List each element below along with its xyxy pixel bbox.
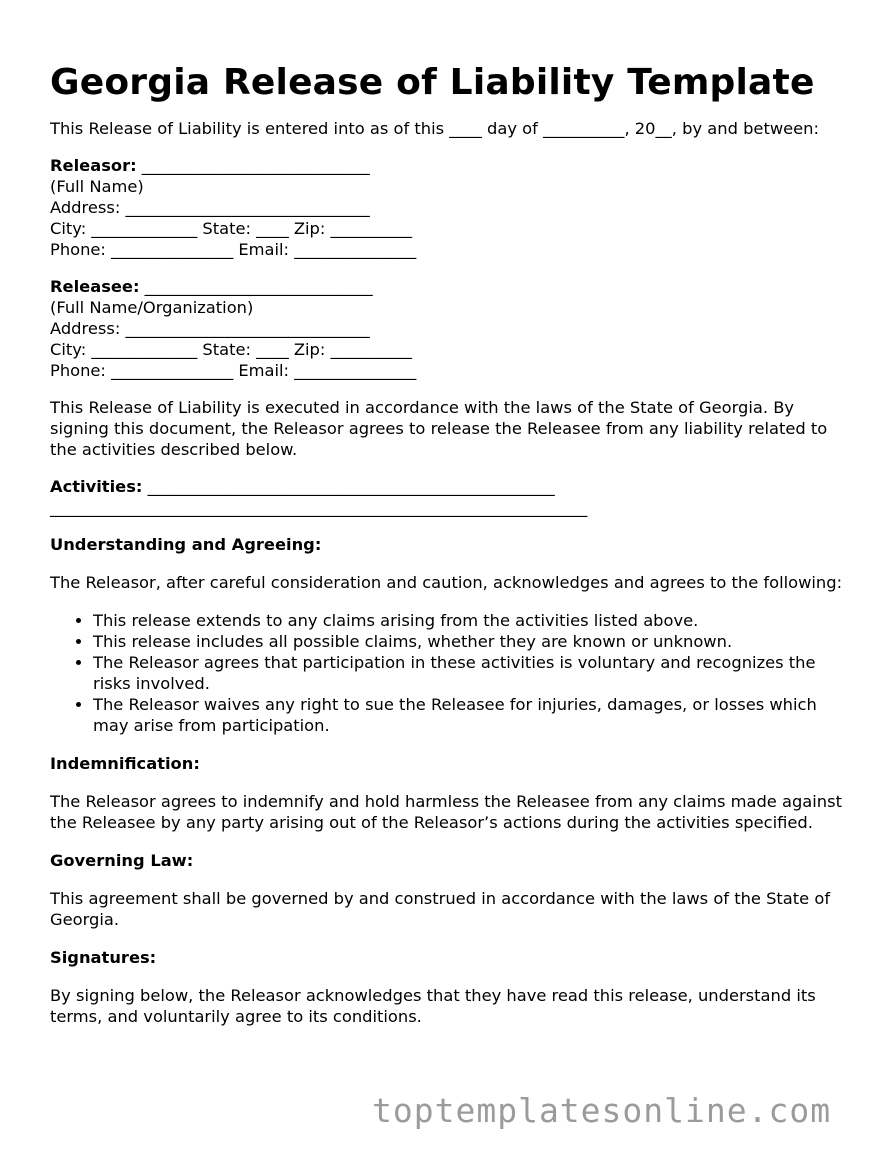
releasee-name-hint: (Full Name/Organization)	[50, 298, 254, 317]
releasee-city-state-zip: City: _____________ State: ____ Zip: __________	[50, 340, 412, 359]
releasor-name-hint: (Full Name)	[50, 177, 144, 196]
activities-block	[50, 476, 850, 518]
releasee-label: Releasee:	[50, 277, 140, 296]
releasee-address: Address: ______________________________	[50, 319, 370, 338]
understanding-paragraph: The Releasor, after careful consideration and caution, acknowledges and agrees to the following:	[50, 573, 843, 592]
watermark-text: toptemplatesonline.com	[372, 1091, 832, 1130]
indemnification-heading: Indemnification:	[50, 754, 200, 773]
releasor-name-line: ____________________________	[136, 156, 370, 175]
activities-line-2: __________________________________________________________________	[50, 498, 588, 517]
signatures-paragraph: By signing below, the Releasor acknowledges that they have read this release, understand its terms, and voluntarily agree to its conditions.	[50, 986, 816, 1026]
releasee-block	[50, 276, 850, 381]
understanding-heading: Understanding and Agreeing:	[50, 535, 322, 554]
releasor-city-state-zip: City: _____________ State: ____ Zip: __________	[50, 219, 412, 238]
list-item: • The Releasor waives any right to sue the Releasee for injuries, damages, or losses which may arise from participation.	[93, 694, 850, 736]
execution-paragraph: This Release of Liability is executed in accordance with the laws of the State of Georgia. By signing this document, the Releasor agrees to release the Releasee from any liability related to the activities described below.	[50, 398, 828, 459]
list-item: • This release extends to any claims arising from the activities listed above.	[93, 610, 850, 631]
indemnification-paragraph: The Releasor agrees to indemnify and hold harmless the Releasee from any claims made against the Releasee by any party arising out of the Releasor’s actions during the activities specified.	[50, 792, 842, 832]
list-item: • The Releasor agrees that participation in these activities is voluntary and recognizes the risks involved.	[93, 652, 850, 694]
document-title: Georgia Release of Liability Template	[50, 62, 815, 103]
governing-law-heading: Governing Law:	[50, 851, 194, 870]
releasor-address: Address: ______________________________	[50, 198, 370, 217]
governing-law-paragraph: This agreement shall be governed by and construed in accordance with the laws of the State of Georgia.	[50, 889, 831, 929]
releasee-phone-email: Phone: _______________ Email: _______________	[50, 361, 417, 380]
list-item: • This release includes all possible claims, whether they are known or unknown.	[93, 631, 850, 652]
releasor-phone-email: Phone: _______________ Email: _______________	[50, 240, 417, 259]
understanding-list	[50, 610, 850, 736]
releasee-name-line: ____________________________	[139, 277, 373, 296]
intro-paragraph: This Release of Liability is entered into as of this ____ day of __________, 20__, by and between:	[50, 119, 819, 138]
activities-line-1: __________________________________________________	[142, 477, 555, 496]
activities-label: Activities:	[50, 477, 143, 496]
releasor-label: Releasor:	[50, 156, 137, 175]
document-page	[50, 60, 850, 1027]
signatures-heading: Signatures:	[50, 948, 157, 967]
releasor-block	[50, 155, 850, 260]
